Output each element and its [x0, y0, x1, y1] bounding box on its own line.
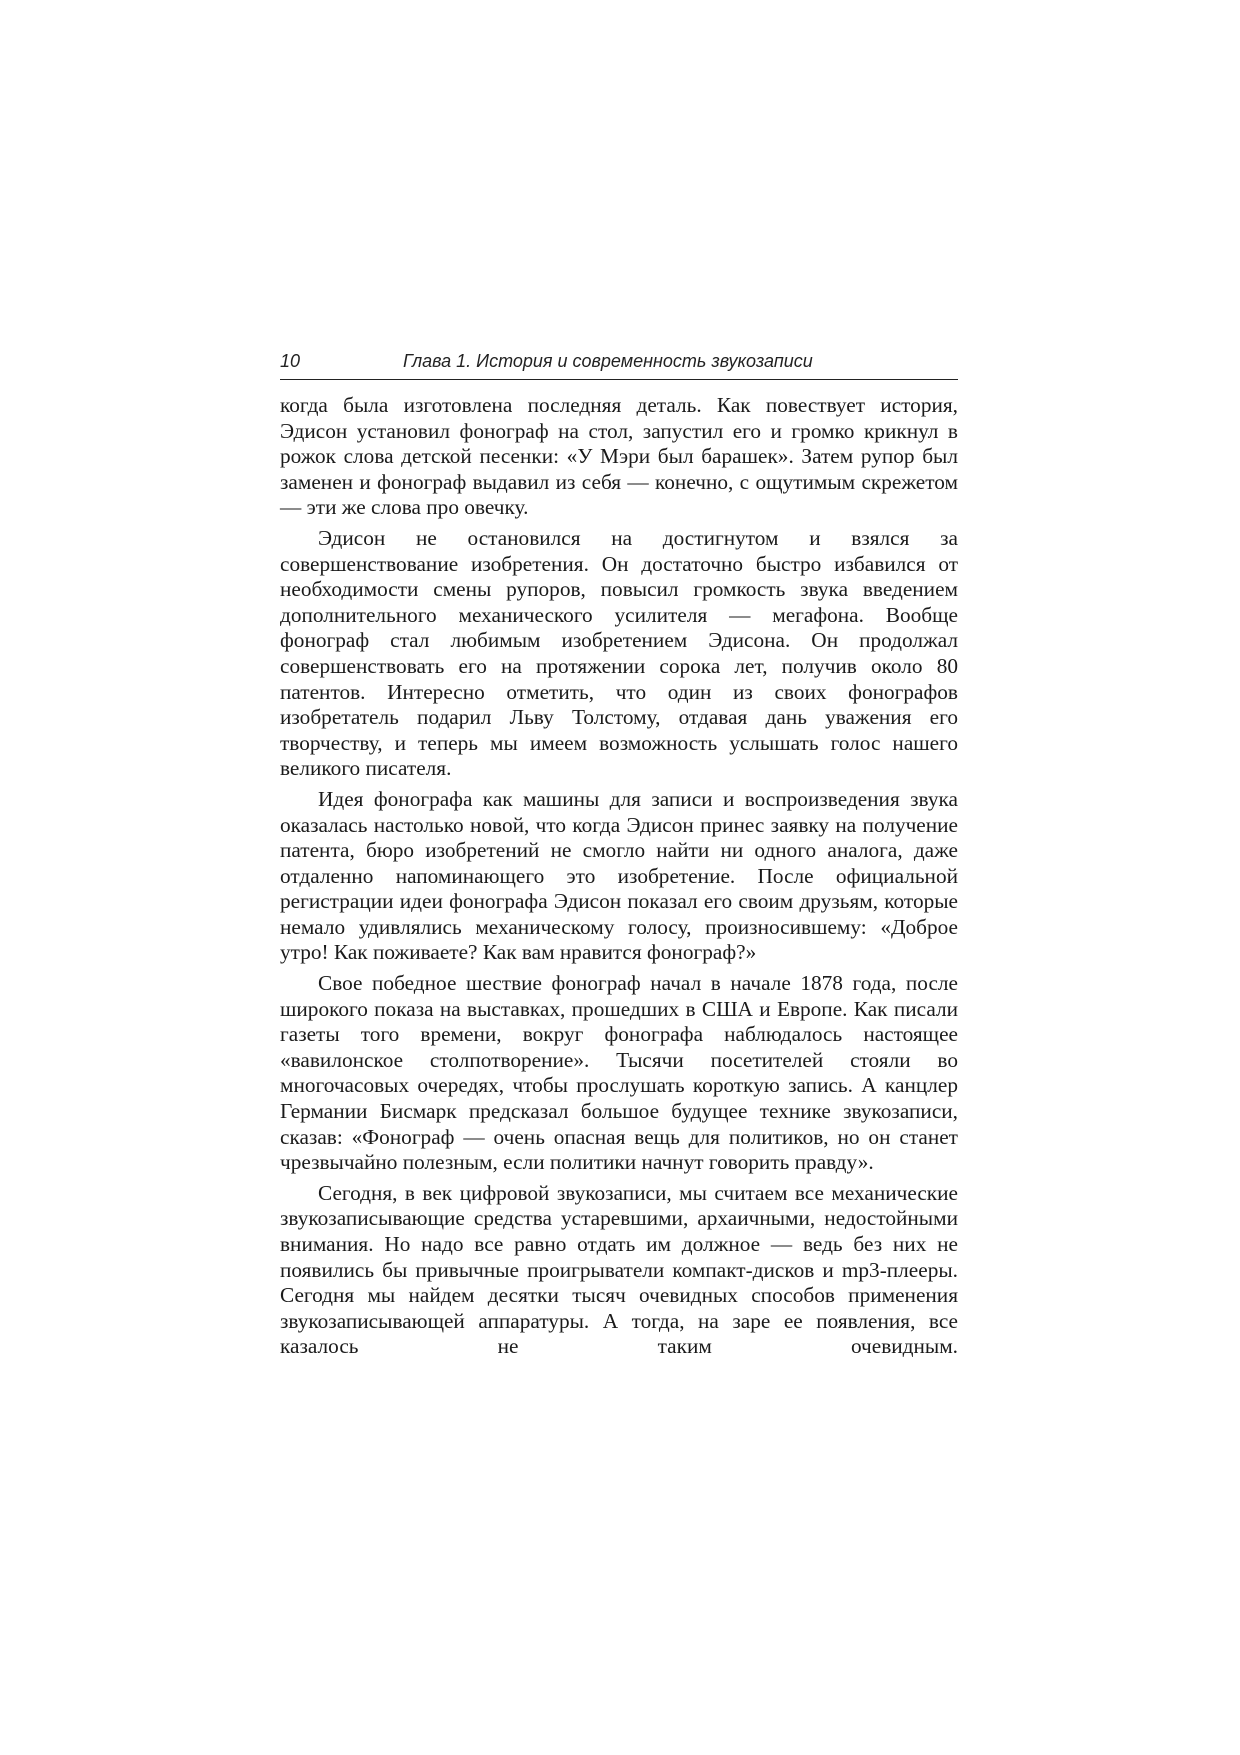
paragraph-digital-era: Сегодня, в век цифровой звукозаписи, мы считаем все механические звукозаписывающие средства устаревшими, архаичными, недостойными внимания. Но надо все равно отдать им должное — ведь без них не появились бы привычные проигрыватели компакт-дисков и mp3-плееры. Сегодня мы найдем десятки тысяч очевидных способов применения звукозаписывающей аппаратуры. А тогда, на заре ее появления, все казалось не таким очевидным.: [280, 1180, 958, 1359]
running-head: [280, 349, 958, 380]
chapter-title: Глава 1. История и современность звукозаписи: [403, 351, 813, 371]
paragraph-edison-improvements: Эдисон не остановился на достигнутом и взялся за совершенствование изобретения. Он достаточно быстро избавился от необходимости смены рупоров, повысил громкость звука введением дополнительного механического усилителя — мегафона. Вообще фонограф стал любимым изобретением Эдисона. Он продолжал совершенствовать его на протяжении сорока лет, получив около 80 патентов. Интересно отметить, что один из своих фонографов изобретатель подарил Льву Толстому, отдавая дань уважения его творчеству, и теперь мы имеем возможность услышать голос нашего великого писателя.: [280, 525, 958, 781]
paragraph-patent: Идея фонографа как машины для записи и воспроизведения звука оказалась настолько новой, что когда Эдисон принес заявку на получение патента, бюро изобретений не смогло найти ни одного аналога, даже отдаленно напоминающего это изобретение. После официальной регистрации идеи фонографа Эдисон показал его своим друзьям, которые немало удивлялись механическому голосу, произносившему: «Доброе утро! Как поживаете? Как вам нравится фонограф?»: [280, 786, 958, 965]
page-number: 10: [280, 351, 301, 371]
paragraph-continuation: когда была изготовлена последняя деталь. Как повествует история, Эдисон установил фонограф на стол, запустил его и громко крикнул в рожок слова детской песенки: «У Мэри был барашек». Затем рупор был заменен и фонограф выдавил из себя — конечно, с ощутимым скрежетом — эти же слова про овечку.: [280, 393, 958, 520]
body-text: [280, 393, 958, 1365]
paragraph-exhibitions: Свое победное шествие фонограф начал в начале 1878 года, после широкого показа на выставках, прошедших в США и Европе. Как писали газеты того времени, вокруг фонографа наблюдалось настоящее «вавилонское столпотворение». Тысячи посетителей стояли во многочасовых очередях, чтобы прослушать короткую запись. А канцлер Германии Бисмарк предсказал большое будущее технике звукозаписи, сказав: «Фонограф — очень опасная вещь для политиков, но он станет чрезвычайно полезным, если политики начнут говорить правду».: [280, 971, 958, 1175]
